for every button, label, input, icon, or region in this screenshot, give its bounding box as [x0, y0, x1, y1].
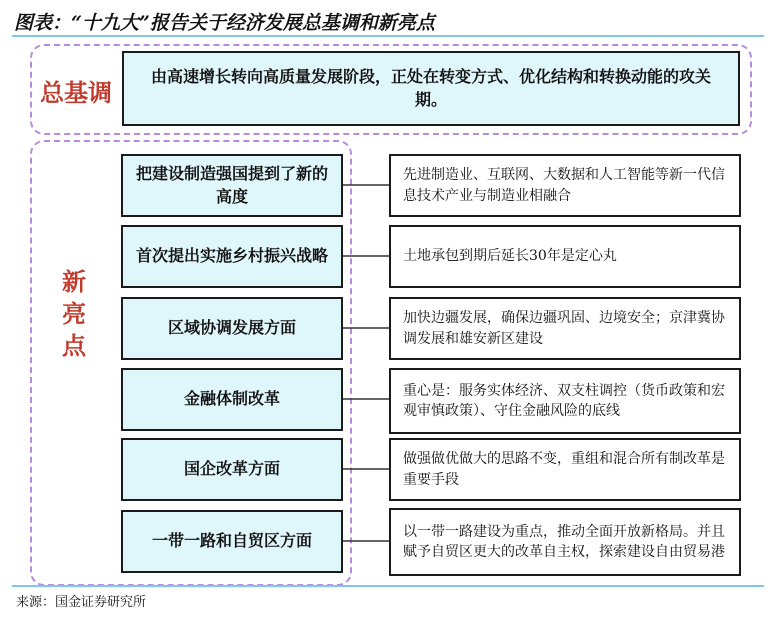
highlights-label-char-1: 新 — [62, 267, 86, 296]
highlight-desc-box — [389, 297, 741, 360]
highlight-desc: 做强做优做大的思路不变，重组和混合所有制改革是重要手段 — [403, 451, 725, 488]
highlight-desc: 先进制造业、互联网、大数据和人工智能等新一代信息技术产业与制造业相融合 — [403, 167, 725, 204]
highlight-desc-box — [389, 154, 741, 217]
highlight-title: 区域协调发展方面 — [167, 318, 296, 338]
highlight-desc: 土地承包到期后延长30年是定心丸 — [403, 248, 617, 265]
tone-text: 由高速增长转向高质量发展阶段，正处在转变方式、优化结构和转换动能的攻关期。 — [150, 67, 711, 109]
highlight-desc: 以一带一路建设为重点，推动全面开放新格局。并且赋予自贸区更大的改革自主权，探索建设自由贸易港 — [403, 523, 725, 560]
highlight-desc-box — [389, 225, 741, 288]
highlight-desc: 重心是：服务实体经济、双支柱调控（货币政策和宏观审慎政策）、守住金融风险的底线 — [403, 382, 725, 419]
highlight-desc: 加快边疆发展，确保边疆巩固、边境安全；京津冀协调发展和雄安新区建设 — [403, 310, 725, 347]
highlight-title: 国企改革方面 — [183, 459, 280, 479]
highlight-title-box — [121, 438, 343, 501]
highlight-title-box — [121, 154, 343, 217]
highlight-desc-box — [389, 508, 741, 576]
highlight-desc-box — [389, 368, 741, 434]
figure-title: 图表：“十九大”报告关于经济发展总基调和新亮点 — [14, 12, 435, 34]
highlight-title-box — [121, 368, 343, 431]
source-note: 来源：国金证券研究所 — [16, 595, 147, 610]
highlights-label-char-3: 点 — [62, 331, 86, 360]
highlight-title: 一带一路和自贸区方面 — [151, 531, 312, 551]
highlight-desc-box — [389, 438, 741, 501]
tone-label: 总基调 — [40, 78, 112, 107]
highlights-label-char-2: 亮 — [62, 299, 86, 328]
bottom-rule — [12, 585, 764, 587]
highlight-title-box — [121, 297, 343, 360]
highlight-title: 把建设制造强国提到了新的高度 — [135, 164, 328, 206]
highlight-title-box — [121, 510, 343, 573]
highlight-title: 金融体制改革 — [183, 389, 280, 409]
highlight-title-box — [121, 225, 343, 288]
highlight-title: 首次提出实施乡村振兴战略 — [135, 246, 328, 266]
